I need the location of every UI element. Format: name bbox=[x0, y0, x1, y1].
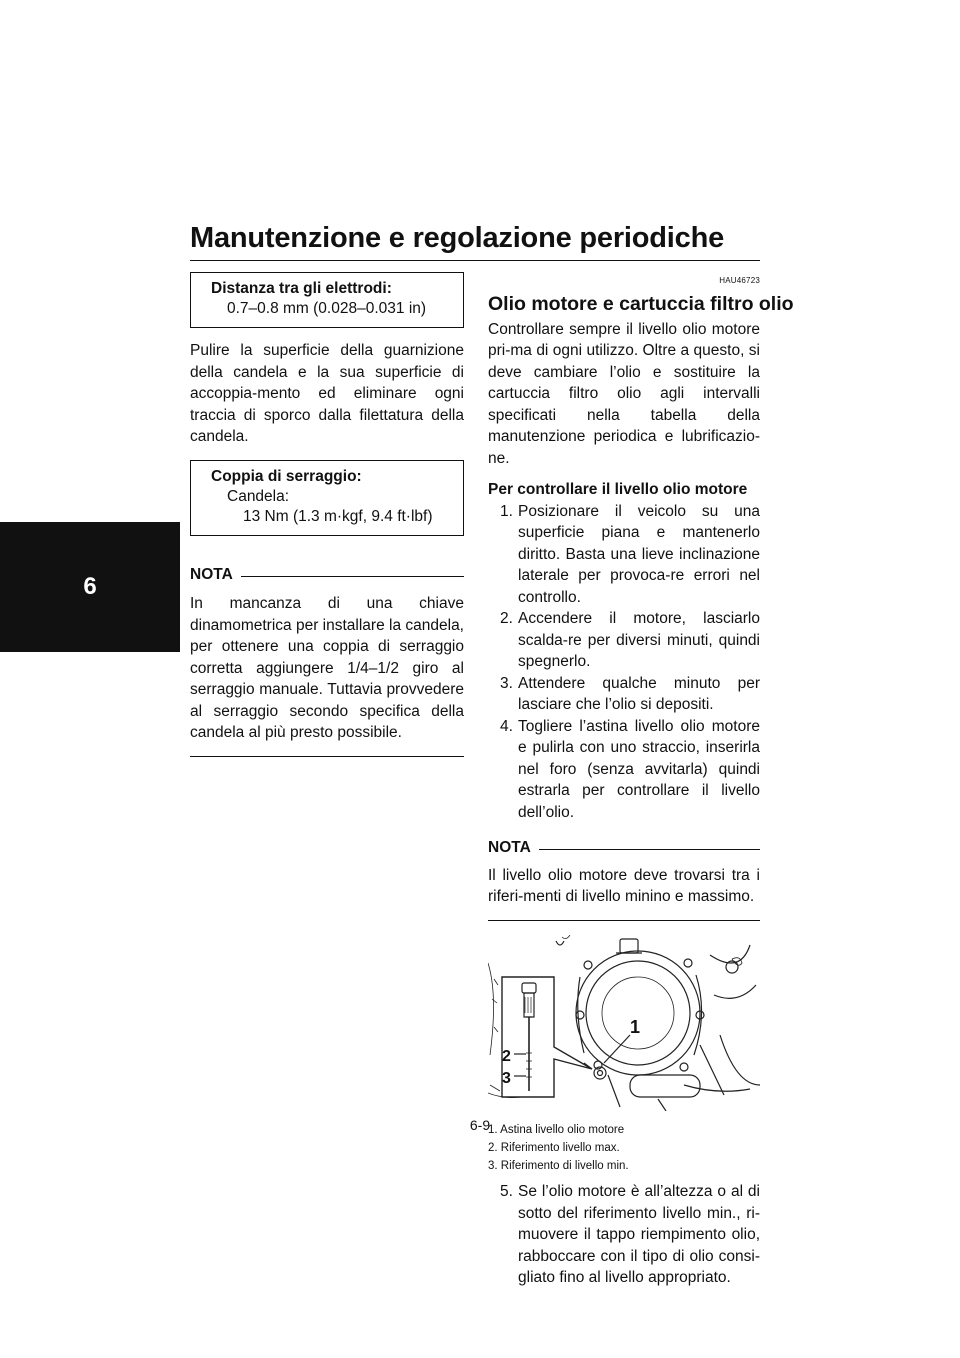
caption-1: 1. Astina livello olio motore bbox=[488, 1124, 625, 1136]
section-code: HAU46723 bbox=[719, 276, 760, 285]
steps-list-continued bbox=[488, 1181, 760, 1289]
note-label: NOTA bbox=[488, 839, 531, 856]
chapter-tab bbox=[0, 522, 180, 652]
spec-box-torque bbox=[190, 460, 464, 536]
note-text: In mancanza di una chiave dinamometrica per installare la candela, per ottenere una coppia di serraggio corretta aggiungere 1/4–1/2 giro al serraggio manuale. Tuttavia provvedere al serraggio secondo specifica della candela al più presto possibile. bbox=[190, 595, 464, 741]
caption-3: 3. Riferimento di livello min. bbox=[488, 1160, 629, 1172]
right-column bbox=[488, 270, 794, 1289]
page-number: 6-9 bbox=[469, 1117, 491, 1133]
engine-dipstick-illustration bbox=[488, 935, 760, 1111]
list-item: 3. Attendere qualche minuto per lasciare che l’olio si depositi. bbox=[500, 674, 760, 713]
callout-3: 3 bbox=[502, 1069, 511, 1087]
list-item: 5. Se l’olio motore è all’altezza o al di sotto del riferimento livello min., ri-muovere il tappo riempimento olio, rabboccare con il tipo di olio consi-gliato fino al livello appropriato. bbox=[500, 1183, 760, 1286]
spec-heading: Distanza tra gli elettrodi: bbox=[211, 280, 392, 297]
spec-box-gap bbox=[190, 272, 464, 328]
page-title: Manutenzione e regolazione periodiche bbox=[190, 222, 725, 254]
list-item: 2. Accendere il motore, lasciarlo scalda-re per diversi minuti, quindi spegnerlo. bbox=[500, 610, 760, 670]
note-rule bbox=[539, 849, 760, 850]
spec-value: 0.7–0.8 mm (0.028–0.031 in) bbox=[227, 300, 427, 317]
list-item: 1. Posizionare il veicolo su una superficie piana e mantenerlo diritto. Basta una lieve inclinazione laterale per provoca-re errori nel controllo. bbox=[500, 502, 760, 606]
paragraph: Pulire la superficie della guarnizione della candela e la sua superficie di accoppia-mento ed eliminare ogni traccia di sporco dalla filettatura della candela. bbox=[190, 342, 464, 445]
left-column bbox=[190, 272, 464, 757]
note-text: Il livello olio motore deve trovarsi tra i riferi-menti di livello minino e massimo. bbox=[488, 866, 760, 905]
steps-list bbox=[488, 501, 760, 824]
note-end-rule bbox=[190, 756, 464, 757]
note-label: NOTA bbox=[190, 565, 233, 583]
callout-2: 2 bbox=[502, 1047, 511, 1065]
spec-item: Candela: bbox=[227, 487, 290, 505]
note-rule bbox=[241, 576, 464, 577]
list-item: 4. Togliere l’astina livello olio motore e pulirla con uno straccio, inserirla nel foro (senza avvitarla) quindi estrarla per controllare il livello dell’olio. bbox=[500, 717, 760, 821]
caption-2: 2. Riferimento livello max. bbox=[488, 1142, 620, 1154]
note-end-rule bbox=[488, 920, 760, 921]
spec-value: 13 Nm (1.3 m·kgf, 9.4 ft·lbf) bbox=[243, 507, 433, 525]
note-header bbox=[190, 564, 464, 586]
section-title: Olio motore e cartuccia filtro olio bbox=[488, 292, 794, 315]
intro-paragraph: Controllare sempre il livello olio motore pri-ma di ogni utilizzo. Oltre a questo, si deve cambiare l’olio e sostituire la cartuccia filtro olio agli intervalli specificati nella tabella della manutenzione periodica e lubrificazio-ne. bbox=[488, 320, 760, 467]
chapter-number: 6 bbox=[83, 573, 97, 600]
callout-1: 1 bbox=[630, 1016, 641, 1037]
subheading: Per controllare il livello olio motore bbox=[488, 481, 748, 498]
note-header bbox=[488, 837, 760, 859]
spec-heading: Coppia di serraggio: bbox=[211, 467, 362, 485]
title-rule bbox=[190, 260, 760, 261]
